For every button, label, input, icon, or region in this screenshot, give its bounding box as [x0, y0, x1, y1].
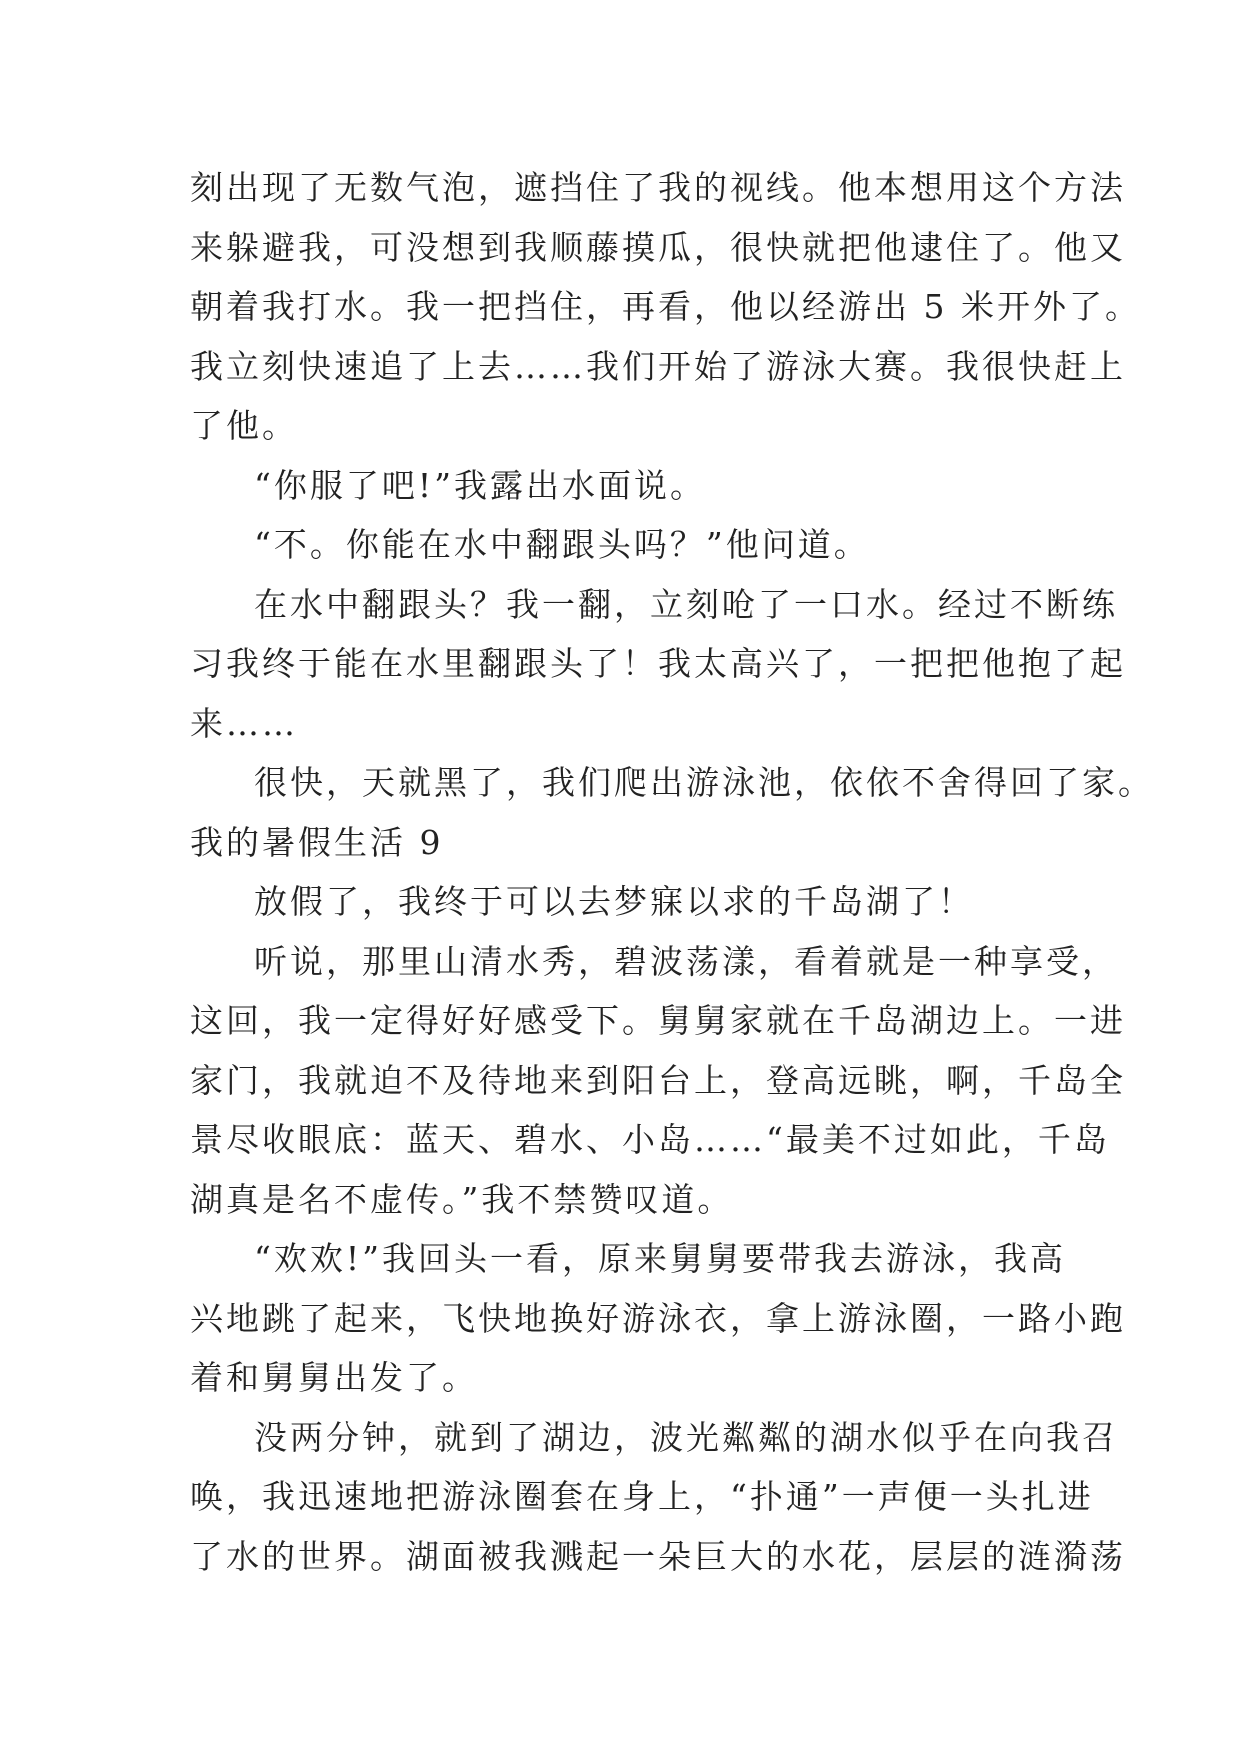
- text-line-15: 这回，我一定得好好感受下。舅舅家就在千岛湖边上。一进: [190, 1001, 1126, 1040]
- section-heading: 我的暑假生活 9: [190, 822, 444, 862]
- text-line-22: 没两分钟，就到了湖边，波光粼粼的湖水似乎在向我召: [254, 1417, 1118, 1457]
- text-line-3: 朝着我打水。我一把挡住，再看，他以经游出 5 米开外了。: [190, 287, 1141, 326]
- text-line-11: 很快，天就黑了，我们爬出游泳池，依依不舍得回了家。: [254, 763, 1154, 802]
- text-line-1: 刻出现了无数气泡，遮挡住了我的视线。他本想用这个方法: [190, 168, 1126, 207]
- text-line-4: 我立刻快速追了上去……我们开始了游泳大赛。我很快赶上: [190, 346, 1126, 386]
- text-line-18: 湖真是名不虚传。”我不禁赞叹道。: [190, 1179, 734, 1219]
- text-line-8: 在水中翻跟头？我一翻，立刻呛了一口水。经过不断练: [254, 584, 1118, 624]
- text-line-9: 习我终于能在水里翻跟头了！我太高兴了，一把把他抱了起: [190, 644, 1126, 683]
- text-line-14: 听说，那里山清水秀，碧波荡漾，看着就是一种享受，: [254, 941, 1118, 981]
- text-line-6: “你服了吧!”我露出水面说。: [254, 465, 707, 505]
- text-line-2: 来躲避我，可没想到我顺藤摸瓜，很快就把他逮住了。他又: [190, 227, 1126, 267]
- text-line-20: 兴地跳了起来，飞快地换好游泳衣，拿上游泳圈，一路小跑: [190, 1298, 1126, 1338]
- text-line-7: “不。你能在水中翻跟头吗？”他问道。: [254, 525, 870, 564]
- text-line-17: 景尽收眼底：蓝天、碧水、小岛……“最美不过如此，千岛: [190, 1120, 1110, 1159]
- text-line-24: 了水的世界。湖面被我溅起一朵巨大的水花，层层的涟漪荡: [190, 1536, 1126, 1576]
- text-line-16: 家门，我就迫不及待地来到阳台上，登高远眺，啊，千岛全: [190, 1060, 1126, 1100]
- text-line-10: 来……: [190, 703, 298, 743]
- text-line-5: 了他。: [190, 406, 298, 445]
- text-line-23: 唤，我迅速地把游泳圈套在身上，“扑通”一声便一头扎进: [190, 1477, 1094, 1516]
- text-line-19: “欢欢!”我回头一看，原来舅舅要带我去游泳，我高: [254, 1239, 1067, 1278]
- text-line-21: 着和舅舅出发了。: [190, 1358, 478, 1397]
- body-text: [190, 158, 1154, 1586]
- text-line-13: 放假了，我终于可以去梦寐以求的千岛湖了！: [254, 882, 974, 921]
